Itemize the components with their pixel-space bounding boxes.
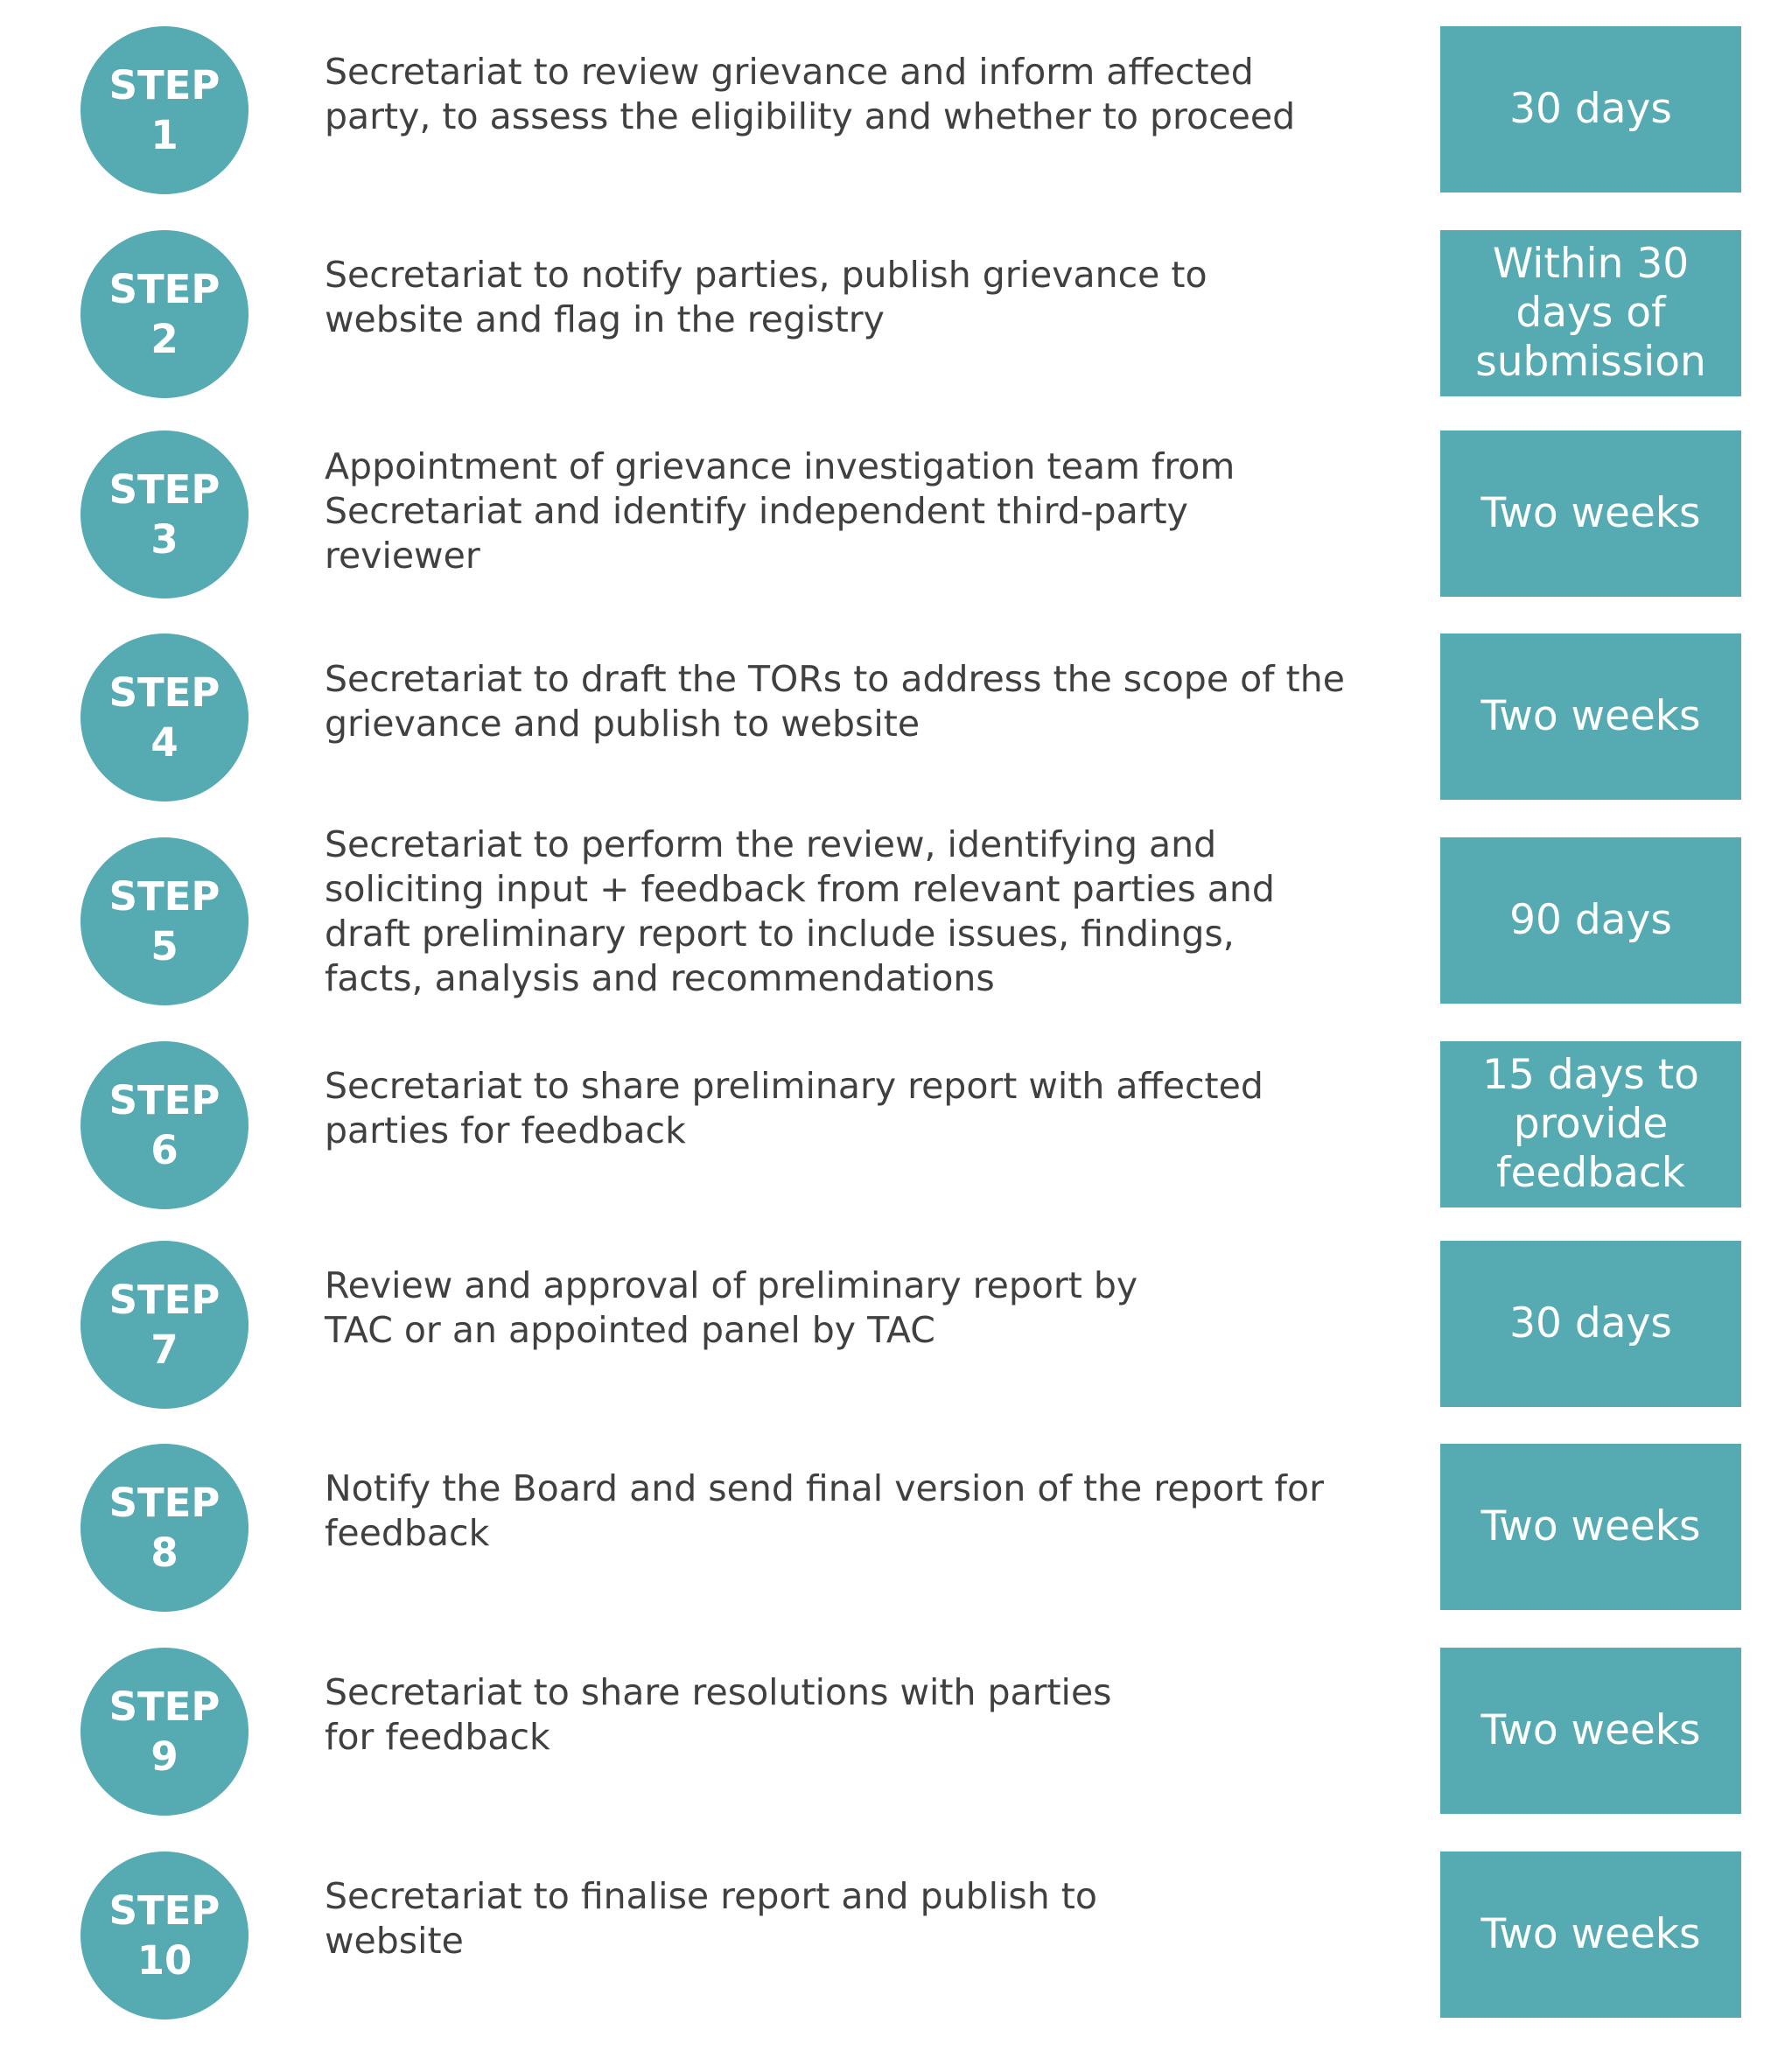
step-duration: 30 days: [1440, 1241, 1741, 1407]
step-number: 1: [150, 111, 178, 158]
step-badge-label: STEP: [108, 61, 220, 108]
step-number: 8: [150, 1529, 178, 1576]
step-description: Review and approval of preliminary report by TAC or an appointed panel by TAC: [325, 1264, 1138, 1351]
step-description: Secretariat to notify parties, publish grievance to website and flag in the registry: [325, 254, 1208, 340]
step-row: [0, 430, 1792, 598]
step-duration: 15 days to provide feedback: [1440, 1041, 1741, 1208]
step-badge-label: STEP: [108, 265, 220, 312]
step-badge-label: STEP: [108, 872, 220, 920]
step-duration: Two weeks: [1440, 634, 1741, 800]
step-badge-label: STEP: [108, 1076, 220, 1124]
step-badge: [80, 26, 248, 194]
step-description: Appointment of grievance investigation team from Secretariat and identify independent third-party reviewer: [325, 445, 1236, 577]
step-duration: Two weeks: [1440, 1444, 1741, 1610]
step-badge-label: STEP: [108, 1683, 220, 1730]
step-row: [0, 1444, 1792, 1612]
step-badge: [80, 430, 248, 598]
step-badge-label: STEP: [108, 1886, 220, 1934]
step-number: 2: [150, 315, 178, 362]
step-row: [0, 823, 1792, 1005]
step-badge: [80, 634, 248, 802]
step-description: Secretariat to draft the TORs to address the scope of the grievance and publish to website: [325, 658, 1345, 745]
step-duration: Two weeks: [1440, 430, 1741, 597]
step-row: [0, 26, 1792, 194]
step-row: [0, 1241, 1792, 1409]
step-badge: [80, 1241, 248, 1409]
step-badge: [80, 1648, 248, 1816]
step-badge: [80, 837, 248, 1005]
step-number: 4: [150, 718, 178, 766]
step-duration: 30 days: [1440, 26, 1741, 192]
step-number: 10: [136, 1936, 192, 1984]
step-row: [0, 634, 1792, 802]
step-badge-label: STEP: [108, 1276, 220, 1323]
step-number: 3: [150, 515, 178, 563]
step-badge-label: STEP: [108, 466, 220, 513]
step-badge: [80, 230, 248, 398]
step-description: Secretariat to share resolutions with parties for feedback: [325, 1671, 1112, 1758]
step-description: Secretariat to share preliminary report with affected parties for feedback: [325, 1065, 1264, 1152]
step-description: Secretariat to finalise report and publish to website: [325, 1875, 1097, 1962]
step-duration: Within 30 days of submission: [1440, 230, 1741, 396]
step-number: 9: [150, 1732, 178, 1780]
step-description: Notify the Board and send final version of the report for feedback: [325, 1467, 1324, 1554]
step-badge-label: STEP: [108, 668, 220, 716]
step-badge: [80, 1852, 248, 2020]
step-row: [0, 230, 1792, 398]
step-description: Secretariat to review grievance and inform affected party, to assess the eligibility and whether to proceed: [325, 51, 1296, 137]
step-duration: Two weeks: [1440, 1648, 1741, 1814]
step-badge-label: STEP: [108, 1479, 220, 1526]
step-duration: Two weeks: [1440, 1852, 1741, 2018]
step-duration: 90 days: [1440, 837, 1741, 1004]
step-row: [0, 1852, 1792, 2020]
step-row: [0, 1041, 1792, 1209]
step-row: [0, 1648, 1792, 1816]
step-number: 5: [150, 922, 178, 970]
step-number: 6: [150, 1126, 178, 1173]
step-description: Secretariat to perform the review, identifying and soliciting input + feedback from relevant parties and draft preliminary report to include issues, findings, facts, analysis and recommendations: [325, 823, 1275, 999]
step-badge: [80, 1041, 248, 1209]
step-number: 7: [150, 1326, 178, 1373]
step-badge: [80, 1444, 248, 1612]
